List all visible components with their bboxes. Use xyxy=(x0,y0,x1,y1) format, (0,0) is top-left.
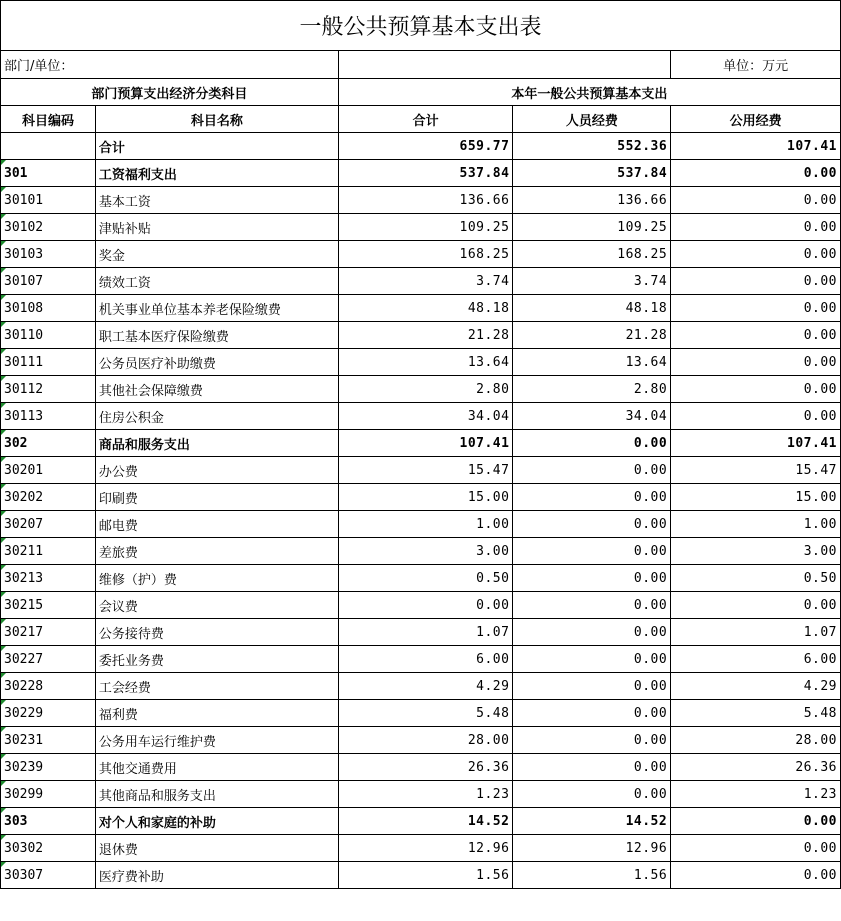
table-row xyxy=(1,781,841,808)
row-personnel: 0.00 xyxy=(513,457,671,484)
row-public: 0.00 xyxy=(671,214,841,241)
row-personnel: 0.00 xyxy=(513,484,671,511)
cell-error-indicator-icon xyxy=(1,295,6,300)
row-code: 30112 xyxy=(1,376,96,403)
table-row xyxy=(1,808,841,835)
row-code: 30107 xyxy=(1,268,96,295)
row-total: 1.23 xyxy=(338,781,513,808)
row-code: 30228 xyxy=(1,673,96,700)
row-public: 28.00 xyxy=(671,727,841,754)
cell-error-indicator-icon xyxy=(1,592,6,597)
row-personnel: 13.64 xyxy=(513,349,671,376)
row-personnel: 21.28 xyxy=(513,322,671,349)
table-row xyxy=(1,754,841,781)
row-public: 0.00 xyxy=(671,835,841,862)
table-row xyxy=(1,457,841,484)
cell-error-indicator-icon xyxy=(1,214,6,219)
row-total: 3.74 xyxy=(338,268,513,295)
row-public: 4.29 xyxy=(671,673,841,700)
row-total: 21.28 xyxy=(338,322,513,349)
row-name: 维修（护）费 xyxy=(95,565,338,592)
row-code: 30101 xyxy=(1,187,96,214)
row-code: 30202 xyxy=(1,484,96,511)
cell-error-indicator-icon xyxy=(1,808,6,813)
row-personnel: 136.66 xyxy=(513,187,671,214)
cell-error-indicator-icon xyxy=(1,646,6,651)
row-personnel: 0.00 xyxy=(513,700,671,727)
cell-error-indicator-icon xyxy=(1,538,6,543)
row-personnel: 0.00 xyxy=(513,430,671,457)
row-total: 537.84 xyxy=(338,160,513,187)
row-public: 0.00 xyxy=(671,376,841,403)
row-name: 商品和服务支出 xyxy=(95,430,338,457)
cell-error-indicator-icon xyxy=(1,268,6,273)
row-name: 奖金 xyxy=(95,241,338,268)
cell-error-indicator-icon xyxy=(1,241,6,246)
row-personnel: 0.00 xyxy=(513,565,671,592)
row-public: 107.41 xyxy=(671,430,841,457)
row-name: 机关事业单位基本养老保险缴费 xyxy=(95,295,338,322)
row-public: 0.00 xyxy=(671,160,841,187)
row-code: 301 xyxy=(1,160,96,187)
col-header-personnel: 人员经费 xyxy=(513,106,671,133)
cell-error-indicator-icon xyxy=(1,835,6,840)
row-name: 公务接待费 xyxy=(95,619,338,646)
row-name: 其他商品和服务支出 xyxy=(95,781,338,808)
cell-error-indicator-icon xyxy=(1,727,6,732)
row-total: 1.56 xyxy=(338,862,513,889)
cell-error-indicator-icon xyxy=(1,511,6,516)
total-personnel: 552.36 xyxy=(513,133,671,160)
row-personnel: 14.52 xyxy=(513,808,671,835)
row-code: 302 xyxy=(1,430,96,457)
row-total: 34.04 xyxy=(338,403,513,430)
table-row xyxy=(1,484,841,511)
row-code: 30307 xyxy=(1,862,96,889)
row-name: 公务员医疗补助缴费 xyxy=(95,349,338,376)
row-name: 对个人和家庭的补助 xyxy=(95,808,338,835)
row-total: 15.00 xyxy=(338,484,513,511)
row-total: 26.36 xyxy=(338,754,513,781)
cell-error-indicator-icon xyxy=(1,322,6,327)
row-personnel: 0.00 xyxy=(513,727,671,754)
group-header-left: 部门预算支出经济分类科目 xyxy=(1,79,339,106)
sheet-title: 一般公共预算基本支出表 xyxy=(1,1,841,51)
cell-error-indicator-icon xyxy=(1,565,6,570)
cell-error-indicator-icon xyxy=(1,781,6,786)
row-personnel: 3.74 xyxy=(513,268,671,295)
dept-label: 部门/单位： xyxy=(1,51,339,79)
row-code: 30113 xyxy=(1,403,96,430)
column-header-row xyxy=(1,106,841,133)
row-code: 30227 xyxy=(1,646,96,673)
table-row xyxy=(1,862,841,889)
row-personnel: 0.00 xyxy=(513,619,671,646)
cell-error-indicator-icon xyxy=(1,484,6,489)
row-total: 48.18 xyxy=(338,295,513,322)
row-name: 工会经费 xyxy=(95,673,338,700)
row-public: 0.50 xyxy=(671,565,841,592)
row-name: 其他社会保障缴费 xyxy=(95,376,338,403)
row-code: 303 xyxy=(1,808,96,835)
col-header-public: 公用经费 xyxy=(671,106,841,133)
group-header-row xyxy=(1,79,841,106)
row-public: 0.00 xyxy=(671,295,841,322)
row-total: 1.07 xyxy=(338,619,513,646)
row-personnel: 0.00 xyxy=(513,592,671,619)
table-row xyxy=(1,187,841,214)
title-row xyxy=(1,1,841,51)
dept-row xyxy=(1,51,841,79)
total-total: 659.77 xyxy=(338,133,513,160)
table-row xyxy=(1,295,841,322)
cell-error-indicator-icon xyxy=(1,376,6,381)
row-public: 3.00 xyxy=(671,538,841,565)
row-code: 30201 xyxy=(1,457,96,484)
row-personnel: 0.00 xyxy=(513,538,671,565)
row-total: 14.52 xyxy=(338,808,513,835)
row-name: 差旅费 xyxy=(95,538,338,565)
table-row xyxy=(1,835,841,862)
cell-error-indicator-icon xyxy=(1,619,6,624)
row-total: 168.25 xyxy=(338,241,513,268)
row-public: 1.23 xyxy=(671,781,841,808)
row-name: 医疗费补助 xyxy=(95,862,338,889)
table-row xyxy=(1,403,841,430)
row-public: 5.48 xyxy=(671,700,841,727)
row-name: 工资福利支出 xyxy=(95,160,338,187)
row-total: 109.25 xyxy=(338,214,513,241)
row-code: 30211 xyxy=(1,538,96,565)
row-personnel: 0.00 xyxy=(513,511,671,538)
row-total: 28.00 xyxy=(338,727,513,754)
row-total: 0.00 xyxy=(338,592,513,619)
cell-error-indicator-icon xyxy=(1,187,6,192)
row-public: 15.47 xyxy=(671,457,841,484)
row-total: 5.48 xyxy=(338,700,513,727)
cell-error-indicator-icon xyxy=(1,349,6,354)
row-code: 30110 xyxy=(1,322,96,349)
row-name: 住房公积金 xyxy=(95,403,338,430)
row-public: 0.00 xyxy=(671,349,841,376)
total-row xyxy=(1,133,841,160)
row-total: 1.00 xyxy=(338,511,513,538)
row-personnel: 2.80 xyxy=(513,376,671,403)
row-name: 职工基本医疗保险缴费 xyxy=(95,322,338,349)
row-public: 0.00 xyxy=(671,322,841,349)
row-personnel: 168.25 xyxy=(513,241,671,268)
row-name: 印刷费 xyxy=(95,484,338,511)
row-name: 委托业务费 xyxy=(95,646,338,673)
table-row xyxy=(1,376,841,403)
row-public: 0.00 xyxy=(671,187,841,214)
row-public: 1.07 xyxy=(671,619,841,646)
row-public: 26.36 xyxy=(671,754,841,781)
total-code-cell xyxy=(1,133,96,160)
cell-error-indicator-icon xyxy=(1,457,6,462)
dept-value-cell xyxy=(338,51,670,79)
row-personnel: 537.84 xyxy=(513,160,671,187)
row-code: 30215 xyxy=(1,592,96,619)
table-row xyxy=(1,160,841,187)
row-public: 0.00 xyxy=(671,403,841,430)
row-public: 0.00 xyxy=(671,592,841,619)
row-public: 6.00 xyxy=(671,646,841,673)
row-name: 退休费 xyxy=(95,835,338,862)
row-public: 0.00 xyxy=(671,241,841,268)
row-code: 30302 xyxy=(1,835,96,862)
row-name: 绩效工资 xyxy=(95,268,338,295)
row-code: 30299 xyxy=(1,781,96,808)
row-public: 0.00 xyxy=(671,862,841,889)
row-code: 30108 xyxy=(1,295,96,322)
table-row xyxy=(1,673,841,700)
row-code: 30229 xyxy=(1,700,96,727)
cell-error-indicator-icon xyxy=(1,700,6,705)
row-total: 12.96 xyxy=(338,835,513,862)
row-total: 15.47 xyxy=(338,457,513,484)
row-personnel: 0.00 xyxy=(513,781,671,808)
cell-error-indicator-icon xyxy=(1,430,6,435)
table-row xyxy=(1,565,841,592)
table-row xyxy=(1,430,841,457)
row-name: 其他交通费用 xyxy=(95,754,338,781)
table-row xyxy=(1,241,841,268)
row-name: 津贴补贴 xyxy=(95,214,338,241)
row-total: 0.50 xyxy=(338,565,513,592)
row-personnel: 0.00 xyxy=(513,673,671,700)
col-header-code: 科目编码 xyxy=(1,106,96,133)
row-code: 30231 xyxy=(1,727,96,754)
group-header-right: 本年一般公共预算基本支出 xyxy=(338,79,840,106)
total-name: 合计 xyxy=(95,133,338,160)
row-name: 公务用车运行维护费 xyxy=(95,727,338,754)
table-row xyxy=(1,349,841,376)
table-row xyxy=(1,268,841,295)
row-name: 会议费 xyxy=(95,592,338,619)
row-code: 30111 xyxy=(1,349,96,376)
table-row xyxy=(1,727,841,754)
cell-error-indicator-icon xyxy=(1,754,6,759)
row-name: 邮电费 xyxy=(95,511,338,538)
table-row xyxy=(1,700,841,727)
col-header-name: 科目名称 xyxy=(95,106,338,133)
row-total: 4.29 xyxy=(338,673,513,700)
row-personnel: 109.25 xyxy=(513,214,671,241)
row-code: 30103 xyxy=(1,241,96,268)
cell-error-indicator-icon xyxy=(1,403,6,408)
col-header-total: 合计 xyxy=(338,106,513,133)
row-code: 30239 xyxy=(1,754,96,781)
row-personnel: 0.00 xyxy=(513,646,671,673)
row-total: 107.41 xyxy=(338,430,513,457)
row-name: 办公费 xyxy=(95,457,338,484)
total-public: 107.41 xyxy=(671,133,841,160)
row-personnel: 1.56 xyxy=(513,862,671,889)
row-total: 3.00 xyxy=(338,538,513,565)
row-personnel: 0.00 xyxy=(513,754,671,781)
row-personnel: 48.18 xyxy=(513,295,671,322)
row-total: 136.66 xyxy=(338,187,513,214)
table-row xyxy=(1,538,841,565)
row-name: 基本工资 xyxy=(95,187,338,214)
row-total: 13.64 xyxy=(338,349,513,376)
table-row xyxy=(1,322,841,349)
table-row xyxy=(1,592,841,619)
table-row xyxy=(1,511,841,538)
row-public: 15.00 xyxy=(671,484,841,511)
row-code: 30207 xyxy=(1,511,96,538)
row-name: 福利费 xyxy=(95,700,338,727)
row-code: 30102 xyxy=(1,214,96,241)
row-total: 6.00 xyxy=(338,646,513,673)
row-code: 30217 xyxy=(1,619,96,646)
table-row xyxy=(1,619,841,646)
row-personnel: 12.96 xyxy=(513,835,671,862)
table-row xyxy=(1,214,841,241)
cell-error-indicator-icon xyxy=(1,862,6,867)
unit-label: 单位：万元 xyxy=(671,51,841,79)
row-code: 30213 xyxy=(1,565,96,592)
cell-error-indicator-icon xyxy=(1,160,6,165)
row-total: 2.80 xyxy=(338,376,513,403)
cell-error-indicator-icon xyxy=(1,673,6,678)
table-row xyxy=(1,646,841,673)
row-public: 0.00 xyxy=(671,268,841,295)
row-public: 1.00 xyxy=(671,511,841,538)
row-public: 0.00 xyxy=(671,808,841,835)
row-personnel: 34.04 xyxy=(513,403,671,430)
